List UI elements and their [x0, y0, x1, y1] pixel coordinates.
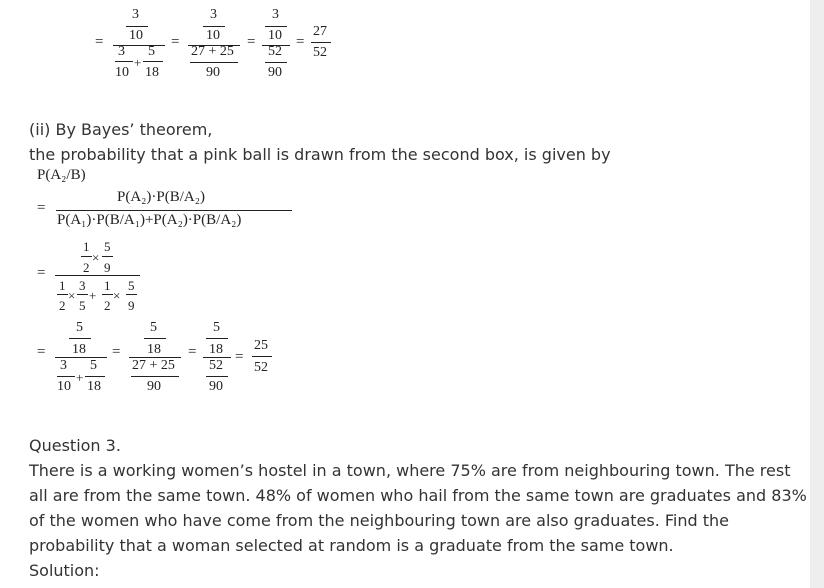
fraction-term: 5: [148, 44, 155, 59]
fraction-term: 5: [79, 298, 86, 313]
fraction-term: 1: [104, 278, 111, 293]
times-sign: ×: [113, 288, 121, 303]
question-title: Question 3.: [29, 436, 121, 455]
fraction-term: 3: [60, 358, 67, 373]
fraction-term: 2: [59, 298, 66, 313]
fraction-term: 52: [254, 360, 268, 375]
fraction-bar: [69, 338, 91, 339]
fraction-bar: [252, 356, 272, 357]
question-line: of the women who have come from the neighbouring town are also graduates. Find the: [29, 511, 729, 530]
fraction-term: 3: [118, 44, 125, 59]
bayes-formula-numerator: P(A₂)·P(B/A₂): [117, 189, 205, 205]
fraction-term: 10: [129, 28, 143, 43]
page-edge-strip: [810, 0, 824, 588]
fraction-bar: [102, 256, 113, 257]
equals-sign: =: [296, 34, 305, 50]
fraction-term: 3: [79, 278, 86, 293]
fraction-term: 2: [104, 298, 111, 313]
fraction-term: 1: [83, 239, 90, 254]
question-line: There is a working women’s hostel in a town, where 75% are from neighbouring town. The rest: [29, 461, 791, 480]
equals-sign: =: [235, 349, 244, 365]
fraction-bar: [102, 294, 113, 295]
fraction-term: 18: [72, 342, 86, 357]
fraction-term: 18: [145, 65, 159, 80]
fraction-term: 10: [268, 28, 282, 43]
fraction-bar: [144, 338, 166, 339]
main-fraction-bar: [55, 275, 140, 276]
bayes-lhs: P(A₂/B): [37, 167, 86, 183]
fraction-term: 18: [209, 342, 223, 357]
times-sign: ×: [68, 288, 76, 303]
fraction-bar: [126, 26, 148, 27]
fraction-bar: [203, 26, 225, 27]
fraction-bar: [190, 62, 238, 63]
fraction-term: 52: [313, 45, 327, 60]
fraction-term: 90: [206, 65, 220, 80]
fraction-bar: [77, 294, 88, 295]
fraction-bar: [265, 26, 287, 27]
fraction-term: 27 + 25: [132, 358, 175, 373]
plus-sign: +: [134, 55, 142, 70]
fraction-bar: [206, 376, 228, 377]
fraction-term: 27: [313, 24, 327, 39]
fraction-term: 5: [90, 358, 97, 373]
equals-sign: =: [95, 34, 104, 50]
bayes-formula-denominator: P(A₁)·P(B/A₁)+P(A₂)·P(B/A₂): [57, 212, 242, 228]
solution-label: Solution:: [29, 561, 100, 580]
fraction-bar: [57, 376, 75, 377]
fraction-bar: [143, 61, 163, 62]
fraction-term: 90: [147, 379, 161, 394]
fraction-term: 5: [104, 239, 111, 254]
fraction-term: 9: [104, 260, 111, 275]
fraction-term: 5: [76, 320, 83, 335]
fraction-term: 25: [254, 338, 268, 353]
fraction-term: 5: [128, 278, 135, 293]
fraction-term: 52: [268, 44, 282, 59]
part-ii-heading: (ii) By Bayes’ theorem,: [29, 120, 213, 139]
fraction-term: 10: [206, 28, 220, 43]
equals-sign: =: [37, 265, 46, 281]
question-line: all are from the same town. 48% of women who hail from the same town are graduates and 83%: [29, 486, 807, 505]
equals-sign: =: [37, 200, 46, 216]
fraction-term: 10: [57, 379, 71, 394]
fraction-bar: [115, 61, 133, 62]
equals-sign: =: [37, 344, 46, 360]
equals-sign: =: [247, 34, 256, 50]
fraction-term: 52: [209, 358, 223, 373]
fraction-bar: [57, 294, 68, 295]
fraction-term: 3: [132, 7, 139, 22]
part-ii-intro: the probability that a pink ball is drawn from the second box, is given by: [29, 145, 611, 164]
fraction-bar: [265, 62, 287, 63]
fraction-term: 10: [115, 65, 129, 80]
fraction-bar: [126, 294, 137, 295]
times-sign: ×: [92, 250, 100, 265]
fraction-term: 9: [128, 298, 135, 313]
fraction-term: 5: [150, 320, 157, 335]
fraction-term: 90: [268, 65, 282, 80]
fraction-bar: [311, 42, 331, 43]
question-line: probability that a woman selected at random is a graduate from the same town.: [29, 536, 674, 555]
fraction-bar: [81, 256, 92, 257]
fraction-term: 3: [210, 7, 217, 22]
fraction-bar: [206, 338, 228, 339]
plus-sign: +: [76, 370, 84, 385]
fraction-term: 3: [272, 7, 279, 22]
fraction-term: 27 + 25: [191, 44, 234, 59]
fraction-term: 5: [213, 320, 220, 335]
fraction-term: 2: [83, 260, 90, 275]
plus-sign: +: [89, 288, 97, 303]
fraction-bar: [85, 376, 105, 377]
fraction-bar: [131, 376, 179, 377]
fraction-term: 18: [87, 379, 101, 394]
equals-sign: =: [188, 344, 197, 360]
fraction-term: 90: [209, 379, 223, 394]
equals-sign: =: [171, 34, 180, 50]
main-fraction-bar: [56, 210, 292, 211]
equals-sign: =: [112, 344, 121, 360]
fraction-term: 1: [59, 278, 66, 293]
fraction-term: 18: [147, 342, 161, 357]
